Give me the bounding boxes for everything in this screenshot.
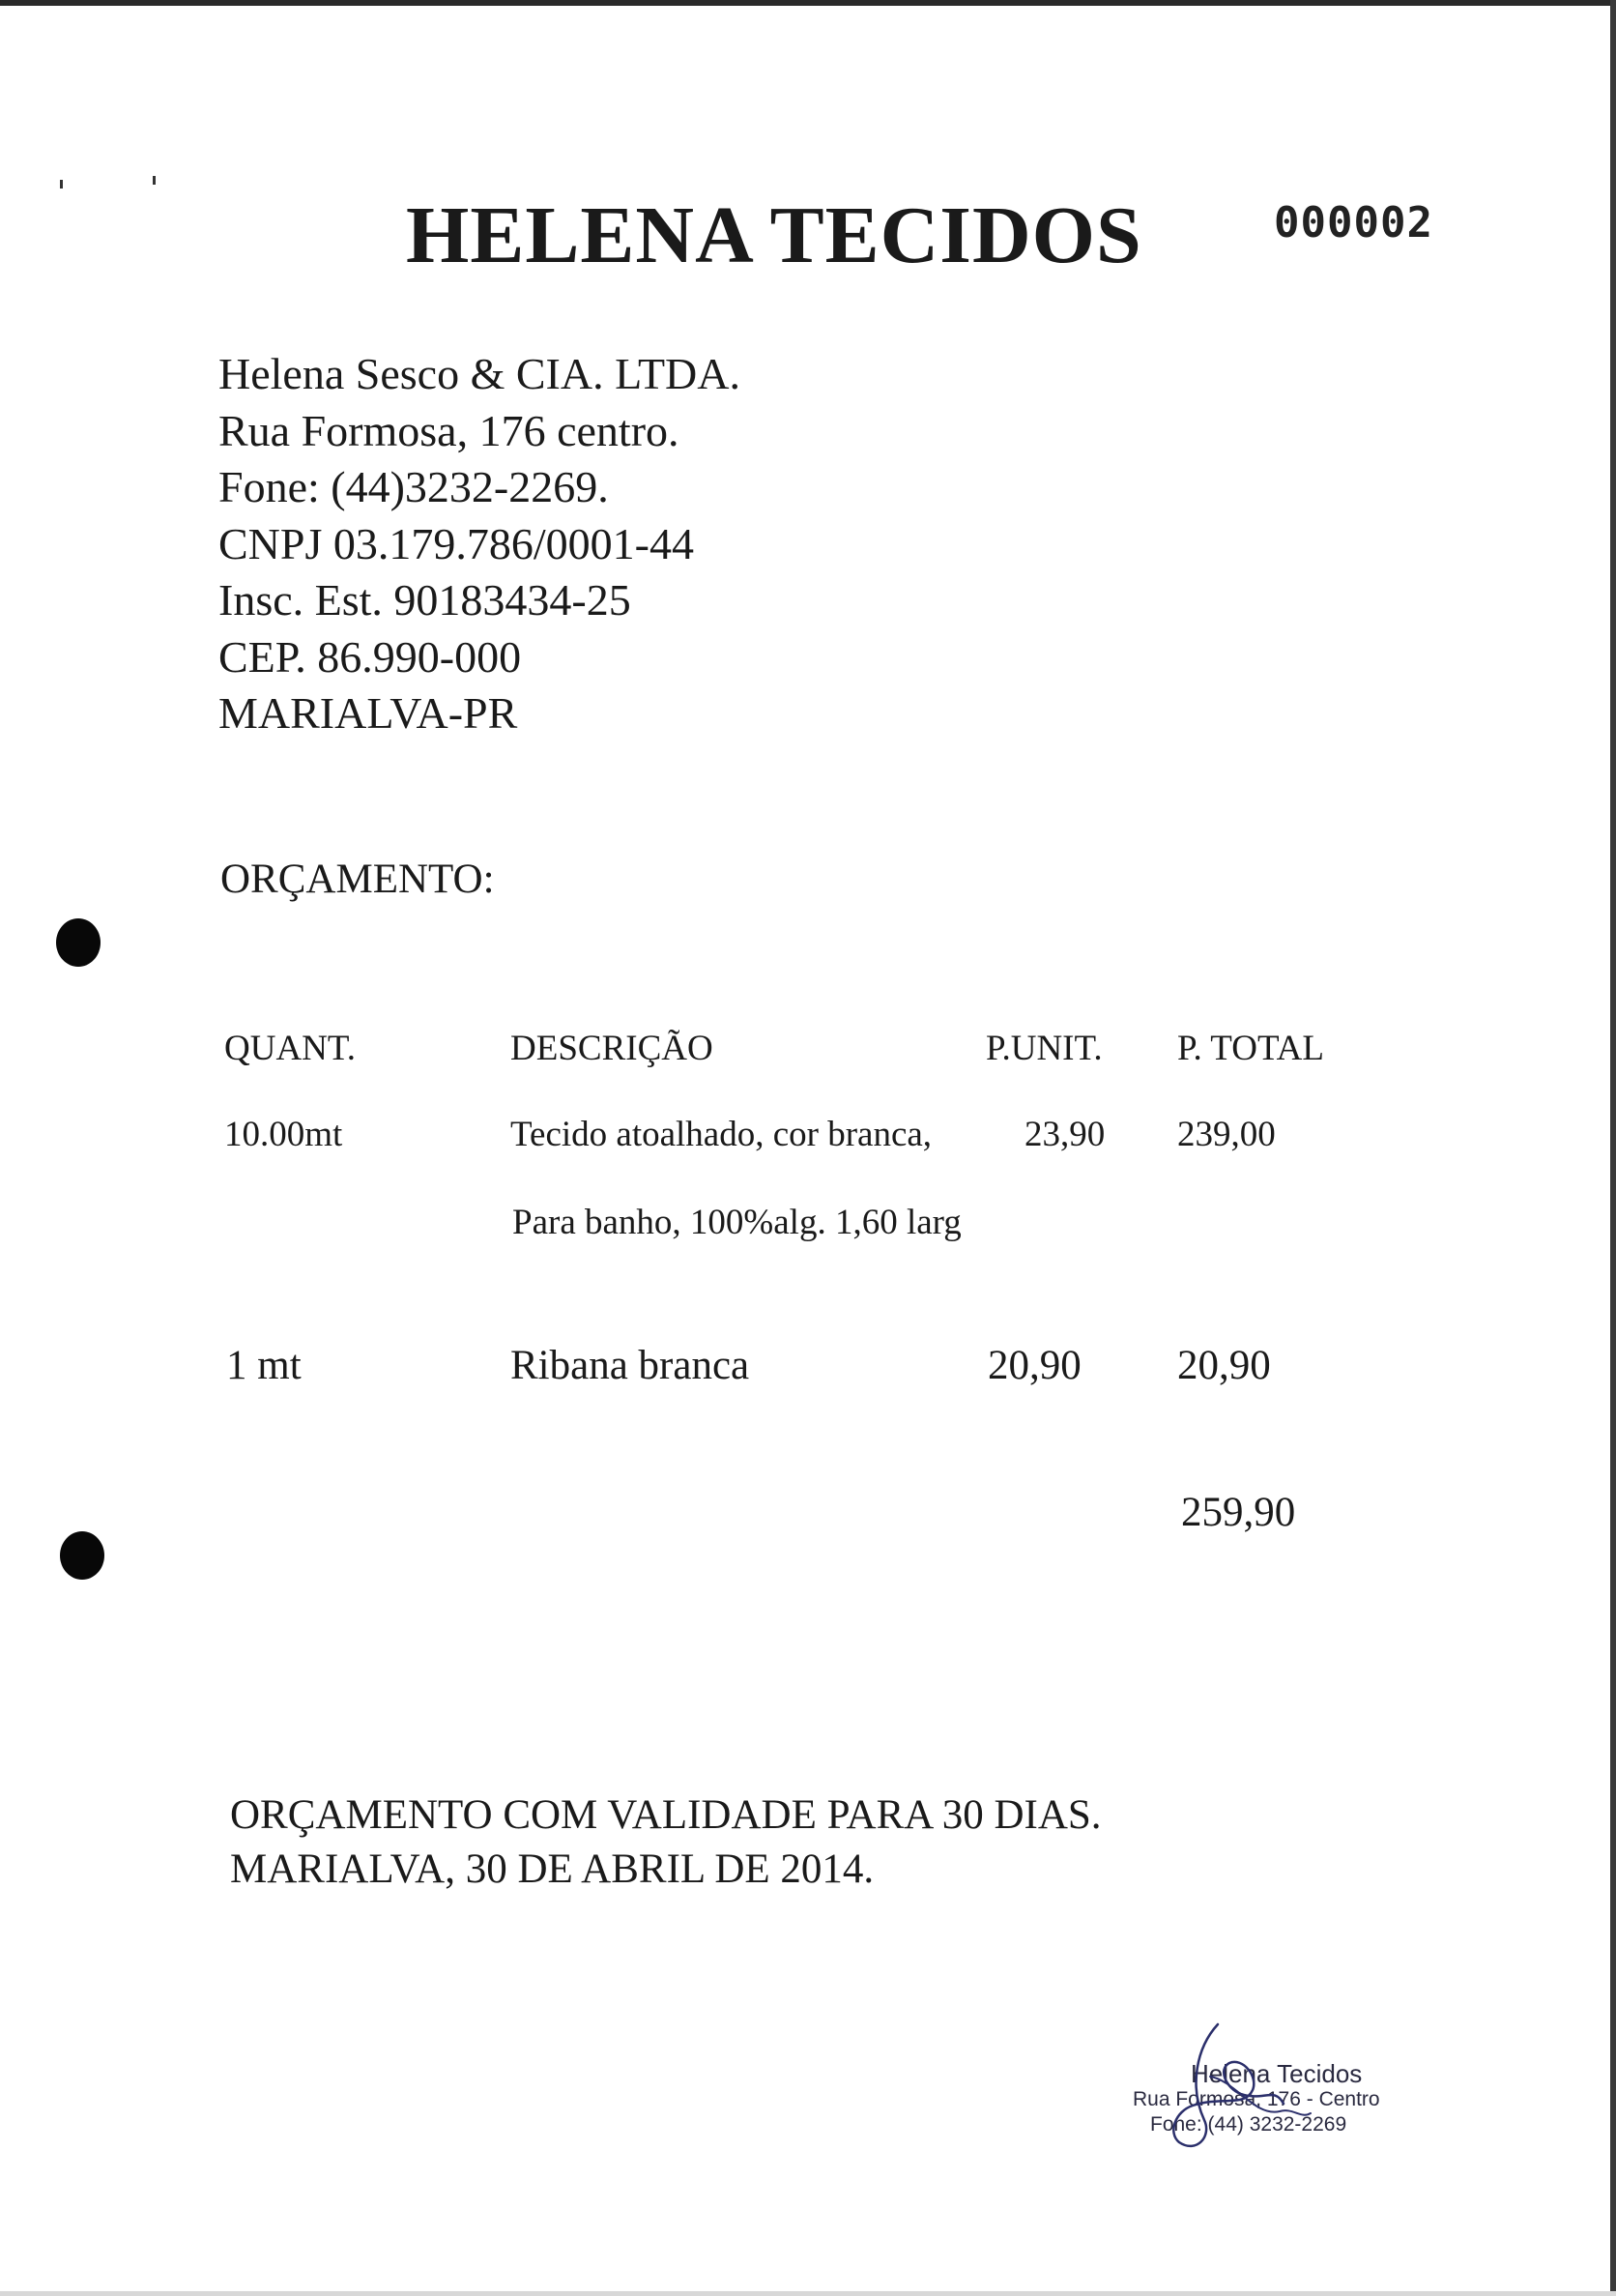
document-title: HELENA TECIDOS — [406, 190, 1142, 280]
row-description-continued: Para banho, 100%alg. 1,60 larg — [512, 1203, 962, 1242]
row-total-price: 239,00 — [1177, 1115, 1276, 1154]
scan-speck — [153, 176, 156, 185]
scan-speck — [60, 180, 63, 189]
row-quantity: 1 mt — [226, 1343, 302, 1388]
scan-top-edge — [0, 0, 1616, 6]
quote-footer — [230, 1788, 1102, 1897]
document-number: 000002 — [1274, 198, 1433, 247]
place-and-date: MARIALVA, 30 DE ABRIL DE 2014. — [230, 1846, 875, 1892]
stamp-name: Helena Tecidos — [1191, 2059, 1363, 2088]
punch-hole — [56, 918, 101, 967]
quote-section-label: ORÇAMENTO: — [220, 857, 495, 902]
company-name: Helena Sesco & CIA. LTDA. — [218, 349, 740, 398]
company-cnpj: CNPJ 03.179.786/0001-44 — [218, 518, 694, 568]
company-stamp — [1129, 2019, 1419, 2164]
company-info — [218, 346, 740, 742]
header-total-price: P. TOTAL — [1177, 1029, 1324, 1068]
row-description: Ribana branca — [510, 1343, 750, 1388]
company-city: MARIALVA-PR — [218, 688, 518, 738]
stamp-phone: Fone: (44) 3232-2269 — [1150, 2113, 1347, 2136]
signature-icon — [1129, 2019, 1419, 2164]
header-unit-price: P.UNIT. — [986, 1029, 1103, 1068]
scan-right-edge — [1610, 0, 1616, 2296]
company-postal-code: CEP. 86.990-000 — [218, 631, 522, 682]
header-quantity: QUANT. — [224, 1029, 356, 1068]
row-unit-price: 20,90 — [988, 1343, 1082, 1388]
punch-hole — [60, 1531, 104, 1580]
header-description: DESCRIÇÃO — [510, 1029, 713, 1068]
row-quantity: 10.00mt — [224, 1115, 343, 1154]
company-phone: Fone: (44)3232-2269. — [218, 462, 609, 511]
row-total-price: 20,90 — [1177, 1343, 1271, 1388]
validity-note: ORÇAMENTO COM VALIDADE PARA 30 DIAS. — [230, 1792, 1102, 1838]
row-unit-price: 23,90 — [1024, 1115, 1106, 1154]
company-state-registration: Insc. Est. 90183434-25 — [218, 575, 631, 625]
scan-bottom-edge — [0, 2291, 1616, 2296]
stamp-address: Rua Formosa, 176 - Centro — [1133, 2088, 1380, 2110]
row-description: Tecido atoalhado, cor branca, — [510, 1115, 933, 1154]
grand-total: 259,90 — [1181, 1490, 1296, 1535]
company-address: Rua Formosa, 176 centro. — [218, 405, 679, 455]
